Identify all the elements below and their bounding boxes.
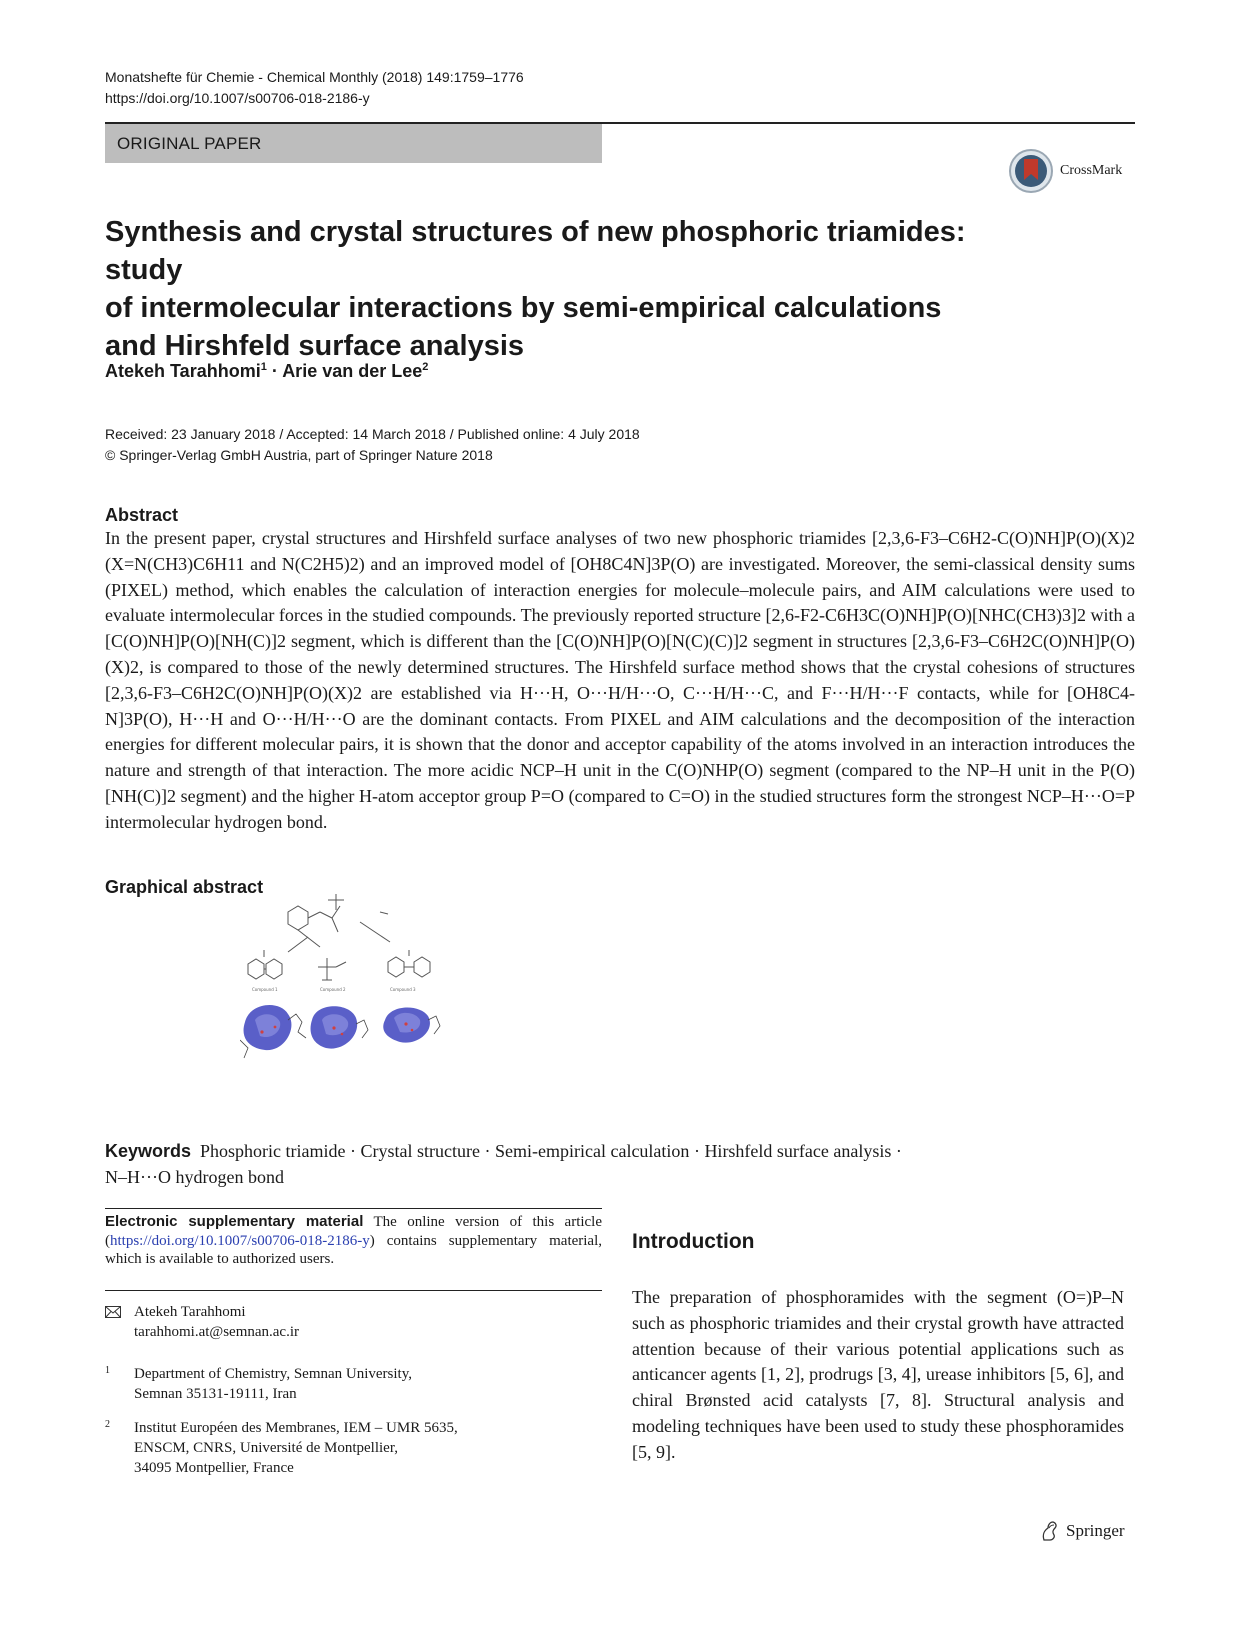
- crossmark-icon: [1008, 148, 1054, 194]
- journal-doi[interactable]: https://doi.org/10.1007/s00706-018-2186-y: [105, 90, 370, 106]
- keyword: Semi-empirical calculation: [495, 1141, 690, 1161]
- envelope-icon: [105, 1306, 121, 1318]
- article-title: [105, 213, 1045, 365]
- compound-label: Compound 2: [320, 987, 346, 992]
- affiliation-line: Department of Chemistry, Semnan University,: [134, 1366, 412, 1382]
- crossmark-label: CrossMark: [1060, 163, 1123, 178]
- author-name[interactable]: Arie van der Lee: [282, 361, 423, 381]
- corresponding-author-email[interactable]: tarahhomi.at@semnan.ac.ir: [134, 1324, 299, 1340]
- affiliation-rule: [105, 1290, 602, 1291]
- introduction-text: The preparation of phosphoramides with the segment (O=)P–N such as phosphoric triamides and their crystal growth have attracted attention because of their various potential applications such as anticancer agents [1, 2], prodrugs [3, 4], urease inhibitors [5, 6], and chiral Brønsted acid catalysts [7, 8]. Structural analysis and modeling techniques have been used to study these phosphoramides [5, 9].: [632, 1287, 1124, 1462]
- corresponding-author-name: Atekeh Tarahhomi: [134, 1304, 246, 1320]
- author-separator: ·: [271, 361, 278, 381]
- keyword: N–H···O hydrogen bond: [105, 1167, 284, 1187]
- copyright-line: © Springer-Verlag GmbH Austria, part of Springer Nature 2018: [105, 447, 493, 463]
- esm-rule: [105, 1208, 602, 1209]
- graphical-abstract-diagram: [240, 892, 470, 1092]
- author-affiliation-mark: 2: [422, 361, 429, 373]
- affiliation-number: 1: [105, 1365, 110, 1376]
- introduction-heading: Introduction: [632, 1230, 755, 1253]
- affiliation-line: ENSCM, CNRS, Université de Montpellier,: [134, 1440, 398, 1456]
- esm-text: The online version of this article: [373, 1214, 603, 1230]
- journal-header: [105, 67, 524, 109]
- electronic-supplementary-material: Electronic supplementary material The online version of this article (https://doi.org/10.1007/s00706-018-2186-y) contains supplementary material, which is available to authorized users.: [105, 1213, 603, 1267]
- keyword-separator: ·: [693, 1141, 700, 1161]
- journal-citation: Monatshefte für Chemie - Chemical Monthly (2018) 149:1759–1776: [105, 69, 524, 85]
- graphical-abstract-heading: Graphical abstract: [105, 877, 264, 897]
- keyword-separator: ·: [895, 1141, 902, 1161]
- abstract-heading: Abstract: [105, 505, 179, 525]
- affiliation-line: Semnan 35131-19111, Iran: [134, 1386, 297, 1402]
- keyword-separator: ·: [350, 1141, 357, 1161]
- publication-dates: [105, 424, 640, 466]
- springer-horse-icon: [1040, 1520, 1060, 1542]
- publisher-logo: [1040, 1518, 1140, 1544]
- keyword-separator: ·: [484, 1141, 491, 1161]
- abstract-text: In the present paper, crystal structures and Hirshfeld surface analyses of two new phosphoric triamides [2,3,6-F3–C6H2-C(O)NH]P(O)(X)2 (X=N(CH3)C6H11 and N(C2H5)2) and an improved model of [OH8C4N]3P(O) are investigated. Moreover, the semi-classical density sums (PIXEL) method, which enables the calculation of interaction energies for molecule–molecule pairs, and AIM calculations were used to evaluate intermolecular forces in the studied compounds. The previously reported structure [2,6-F2-C6H3C(O)NH]P(O)[NHC(CH3)3]2 with a [C(O)NH]P(O)[NH(C)]2 segment, which is different than the [C(O)NH]P(O)[N(C)(C)]2 segment in structures [2,3,6-F3–C6H2C(O)NH]P(O)(X)2, is compared to those of the newly determined structures. The Hirshfeld surface method shows that the crystal cohesions of structures [2,3,6-F3–C6H2C(O)NH]P(O)(X)2 are established via H···H, O···H/H···O, C···H/H···C, and F···H/H···F contacts, while for [OH8C4-N]3P(O), H···H and O···H/H···O are the dominant contacts. From PIXEL and AIM calculations and the decomposition of the interaction energies for different molecular pairs, it is shown that the donor and acceptor capability of the atoms involved in an interaction introduces the nature and strength of that interaction. The more acidic NCP–H unit in the C(O)NHP(O) segment (compared to the NP–H unit in the P(O)[NH(C)]2 segment) and the higher H-atom acceptor group P=O (compared to C=O) in the studied structures form the strongest NCP–H···O=P intermolecular hydrogen bond.: [105, 528, 1135, 832]
- crossmark-badge[interactable]: [1008, 148, 1138, 194]
- title-line: and Hirshfeld surface analysis: [105, 330, 525, 362]
- keyword: Crystal structure: [360, 1141, 480, 1161]
- article-type-label: ORIGINAL PAPER: [117, 134, 262, 153]
- affiliation-line: Institut Européen des Membranes, IEM – UMR 5635,: [134, 1420, 458, 1436]
- esm-text: contains supplementary material, which is available to authorized users.: [105, 1232, 603, 1267]
- keyword: Hirshfeld surface analysis: [704, 1141, 892, 1161]
- keyword: Phosphoric triamide: [200, 1141, 346, 1161]
- graphical-abstract-figure: [240, 892, 470, 1092]
- affiliation-number: 2: [105, 1419, 110, 1430]
- keywords-label: Keywords: [105, 1141, 192, 1161]
- article-type-banner: [105, 124, 602, 163]
- author-name[interactable]: Atekeh Tarahhomi: [105, 361, 261, 381]
- hirshfeld-surfaces: [240, 1005, 440, 1058]
- compound-label: Compound 3: [390, 987, 416, 992]
- keywords: [105, 1138, 1135, 1190]
- compound-label: Compound 1: [252, 987, 278, 992]
- esm-label: Electronic supplementary material: [105, 1213, 364, 1230]
- esm-link[interactable]: https://doi.org/10.1007/s00706-018-2186-y: [110, 1232, 370, 1249]
- publisher-name: Springer: [1066, 1521, 1125, 1540]
- title-line: of intermolecular interactions by semi-empirical calculations: [105, 292, 942, 324]
- author-list: [105, 361, 428, 382]
- history-line: Received: 23 January 2018 / Accepted: 14 March 2018 / Published online: 4 July 2018: [105, 426, 640, 442]
- title-line: Synthesis and crystal structures of new phosphoric triamides: study: [105, 216, 966, 286]
- affiliation-line: 34095 Montpellier, France: [134, 1460, 294, 1476]
- author-affiliation-mark: 1: [260, 361, 267, 373]
